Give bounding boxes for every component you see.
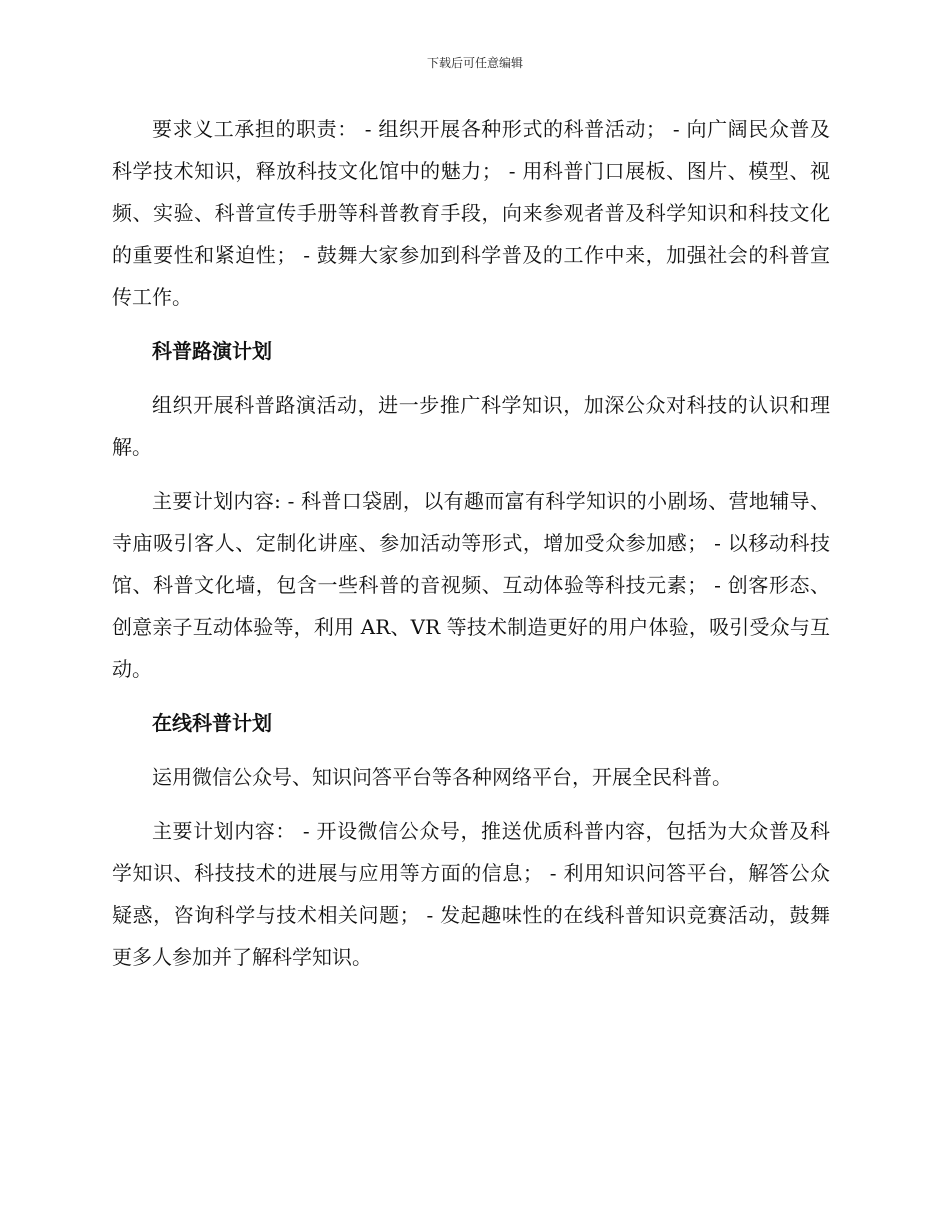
- document-body: [112, 108, 830, 990]
- paragraph-roadshow-intro: 组织开展科普路演活动，进一步推广科学知识，加深公众对科技的认识和理解。: [112, 393, 830, 459]
- paragraph-online-content: 主要计划内容： - 开设微信公众号，推送优质科普内容，包括为大众普及科学知识、科技技术的进展与应用等方面的信息； - 利用知识问答平台，解答公众疑惑，咨询科学与技术相关问题； - 发起趣味性的在线科普知识竞赛活动，鼓舞更多人参加并了解科学知识。: [112, 819, 830, 969]
- header-note: 下载后可任意编辑: [426, 56, 523, 70]
- paragraph-volunteer-duties: 要求义工承担的职责： - 组织开展各种形式的科普活动； - 向广阔民众普及科学技术知识，释放科技文化馆中的魅力； - 用科普门口展板、图片、模型、视频、实验、科普宣传手册等科普教育手段，向来参观者普及科学知识和科技文化的重要性和紧迫性； - 鼓舞大家参加到科学普及的工作中来，加强社会的科普宣传工作。: [112, 117, 830, 309]
- heading-online-plan: 在线科普计划: [152, 711, 272, 735]
- heading-roadshow-plan: 科普路演计划: [152, 339, 272, 363]
- paragraph-online-intro: 运用微信公众号、知识问答平台等各种网络平台，开展全民科普。: [152, 765, 732, 789]
- paragraph-roadshow-content: 主要计划内容: - 科普口袋剧，以有趣而富有科学知识的小剧场、营地辅导、寺庙吸引客人、定制化讲座、参加活动等形式，增加受众参加感； - 以移动科技馆、科普文化墙，包含一些科普的音视频、互动体验等科技元素； - 创客形态、创意亲子互动体验等，利用 AR、VR 等技术制造更好的用户体验，吸引受众与互动。: [112, 489, 830, 681]
